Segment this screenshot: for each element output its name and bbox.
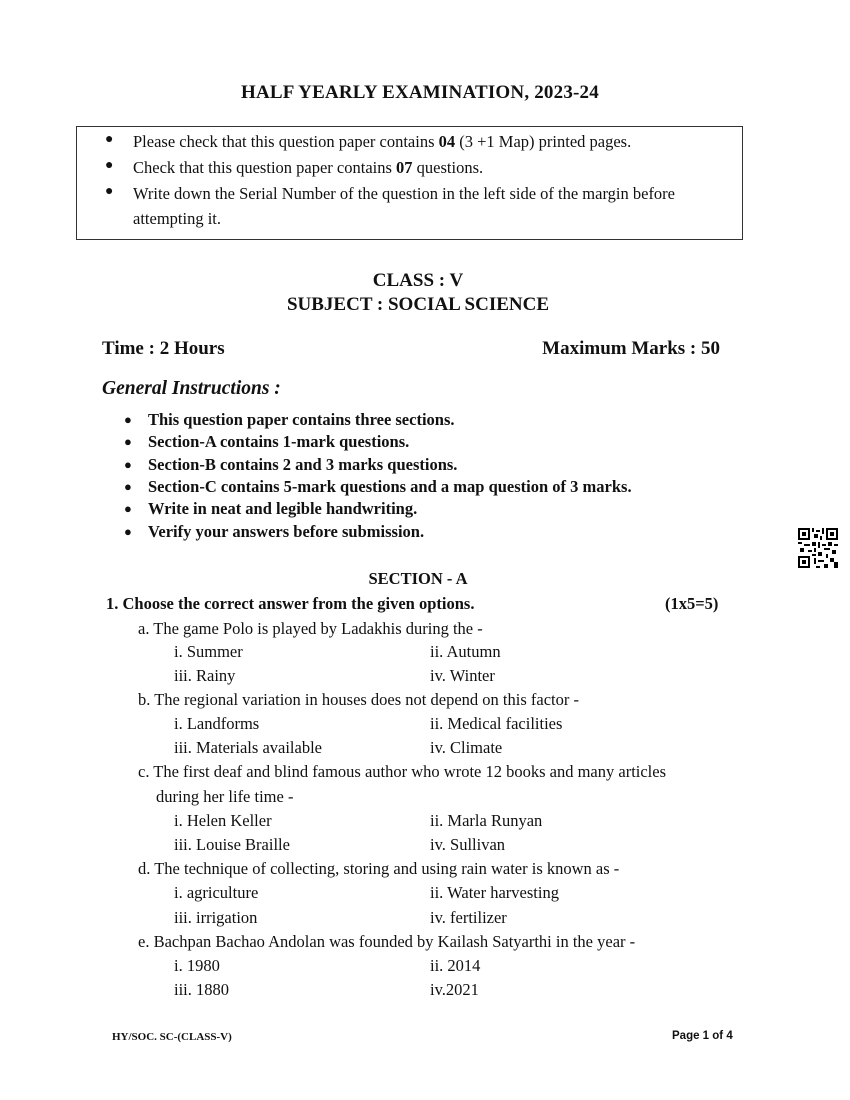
option: i. 1980 <box>174 956 220 975</box>
bullet-icon: ● <box>105 158 114 173</box>
footer-page-number: Page 1 of 4 <box>672 1030 733 1042</box>
option: ii. 2014 <box>430 956 481 975</box>
instruction-item: ● Section-C contains 5-mark questions and a map question of 3 marks. <box>124 477 632 496</box>
option: ii. Marla Runyan <box>430 811 543 830</box>
option: iv. Winter <box>430 666 495 685</box>
instruction-item: ● Write in neat and legible handwriting. <box>124 499 418 518</box>
option: i. Helen Keller <box>174 811 272 830</box>
instruction-item: ● This question paper contains three sections. <box>124 410 455 429</box>
option: iii. Rainy <box>174 666 236 685</box>
question-part-e: e. Bachpan Bachao Andolan was founded by Kailash Satyarthi in the year - <box>138 932 636 951</box>
option: iii. 1880 <box>174 980 230 999</box>
question-part-a: a. The game Polo is played by Ladakhis during the - <box>138 619 483 638</box>
option: i. Landforms <box>174 714 260 733</box>
option: iv. Climate <box>430 738 503 757</box>
instructions-box: ● Please check that this question paper contains 04 (3 +1 Map) printed pages. ● Check that this question paper contains 07 questions. ● Write down the Serial Number of the question in the left side of the margin before attempting it. <box>76 126 743 240</box>
option: ii. Autumn <box>430 642 501 661</box>
footer-paper-code: HY/SOC. SC-(CLASS-V) <box>112 1031 232 1043</box>
question-1-marks: (1x5=5) <box>665 594 719 613</box>
question-part-c-continued: during her life time - <box>156 787 294 806</box>
time-label: Time : 2 Hours <box>102 338 225 359</box>
question-part-c: c. The first deaf and blind famous author who wrote 12 books and many articles <box>138 762 667 781</box>
option: iii. Materials available <box>174 738 322 757</box>
option: iv. Sullivan <box>430 835 506 854</box>
instruction-item: ● Verify your answers before submission. <box>124 522 425 541</box>
option: i. Summer <box>174 642 243 661</box>
general-instructions-title: General Instructions : <box>102 378 281 399</box>
bullet-icon: ● <box>105 184 114 199</box>
bullet-icon: ● <box>105 132 114 147</box>
option: ii. Water harvesting <box>430 883 559 902</box>
option: ii. Medical facilities <box>430 714 563 733</box>
question-part-b: b. The regional variation in houses does not depend on this factor - <box>138 690 579 709</box>
time-marks-row <box>102 338 720 360</box>
max-marks-label: Maximum Marks : 50 <box>542 338 720 359</box>
instruction-item: ● Section-A contains 1-mark questions. <box>124 432 410 451</box>
qr-code-icon <box>798 528 838 568</box>
option: iii. Louise Braille <box>174 835 290 854</box>
option: iv. fertilizer <box>430 908 507 927</box>
question-part-d: d. The technique of collecting, storing and using rain water is known as - <box>138 859 620 878</box>
option: iv.2021 <box>430 980 479 999</box>
class-label: CLASS : V <box>372 270 464 291</box>
section-a-title: SECTION - A <box>368 569 468 588</box>
option: iii. irrigation <box>174 908 258 927</box>
exam-title: HALF YEARLY EXAMINATION, 2023-24 <box>241 82 599 103</box>
option: i. agriculture <box>174 883 259 902</box>
subject-label: SUBJECT : SOCIAL SCIENCE <box>286 294 550 315</box>
question-1-text: 1. Choose the correct answer from the given options. <box>106 594 475 613</box>
instruction-item: ● Section-B contains 2 and 3 marks questions. <box>124 455 458 474</box>
